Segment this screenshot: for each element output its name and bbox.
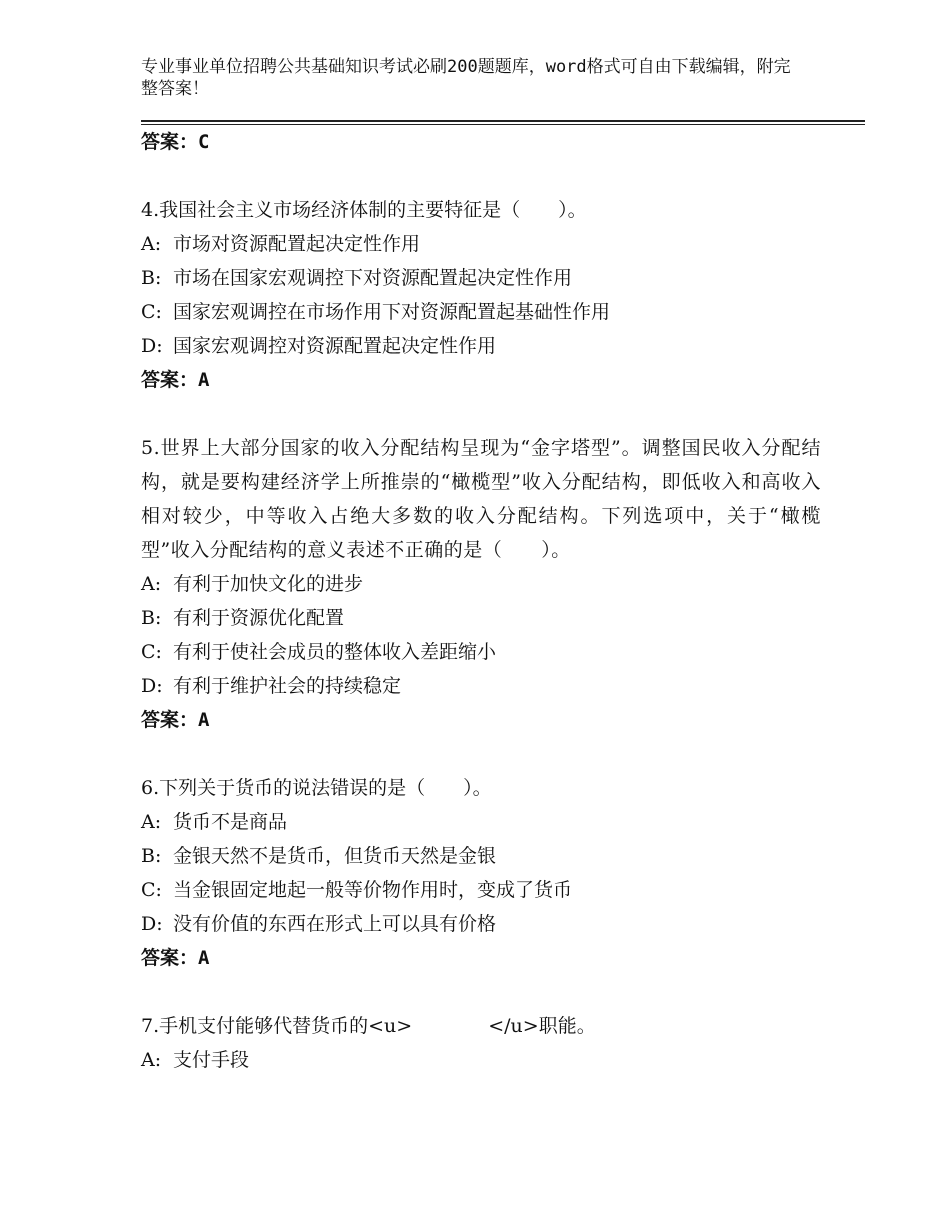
answer-value: A bbox=[198, 369, 210, 391]
answer-line bbox=[141, 941, 821, 975]
option-text: 没有价值的东西在形式上可以具有价格 bbox=[173, 913, 497, 935]
question-4 bbox=[141, 193, 821, 227]
spacer bbox=[141, 975, 821, 1009]
question-number: 5. bbox=[141, 437, 161, 459]
question-6 bbox=[141, 771, 821, 805]
option-text: 货币不是商品 bbox=[173, 811, 288, 833]
question-number: 7. bbox=[141, 1015, 160, 1037]
header-rule bbox=[141, 120, 865, 122]
answer-line bbox=[141, 703, 821, 737]
question-number: 6. bbox=[141, 777, 160, 799]
answer-value: A bbox=[198, 709, 210, 731]
option-a bbox=[141, 1043, 821, 1077]
option-text: 市场对资源配置起决定性作用 bbox=[173, 233, 421, 255]
option-d bbox=[141, 669, 821, 703]
option-d bbox=[141, 907, 821, 941]
answer-label: 答案： bbox=[141, 947, 199, 969]
option-text: 有利于使社会成员的整体收入差距缩小 bbox=[173, 641, 497, 663]
option-a bbox=[141, 567, 821, 601]
answer-value: C bbox=[198, 131, 210, 153]
option-letter: C: bbox=[141, 301, 162, 323]
answer-value: A bbox=[198, 947, 210, 969]
question-text: 下列关于货币的说法错误的是（ ）。 bbox=[159, 777, 492, 799]
option-text: 支付手段 bbox=[173, 1049, 250, 1071]
option-b bbox=[141, 839, 821, 873]
option-c bbox=[141, 873, 821, 907]
question-number: 4. bbox=[141, 199, 160, 221]
question-text: 我国社会主义市场经济体制的主要特征是（ ）。 bbox=[159, 199, 587, 221]
option-letter: C: bbox=[141, 879, 162, 901]
option-c bbox=[141, 635, 821, 669]
spacer bbox=[141, 737, 821, 771]
question-7 bbox=[141, 1009, 821, 1043]
option-b bbox=[141, 601, 821, 635]
option-text: 有利于加快文化的进步 bbox=[173, 573, 364, 595]
answer-label: 答案： bbox=[141, 709, 199, 731]
option-text: 有利于资源优化配置 bbox=[173, 607, 345, 629]
option-letter: B: bbox=[141, 845, 162, 867]
question-5 bbox=[141, 431, 821, 567]
option-letter: B: bbox=[141, 267, 162, 289]
spacer bbox=[141, 397, 821, 431]
answer-line bbox=[141, 125, 821, 159]
option-d bbox=[141, 329, 821, 363]
document-body bbox=[141, 125, 821, 1077]
option-letter: B: bbox=[141, 607, 162, 629]
option-letter: A: bbox=[141, 233, 162, 255]
option-letter: A: bbox=[141, 1049, 162, 1071]
option-b bbox=[141, 261, 821, 295]
option-letter: D: bbox=[141, 335, 163, 357]
option-a bbox=[141, 227, 821, 261]
option-text: 市场在国家宏观调控下对资源配置起决定性作用 bbox=[173, 267, 573, 289]
question-text: 世界上大部分国家的收入分配结构呈现为“金字塔型”。调整国民收入分配结构，就是要构建经济学上所推崇的“橄榄型”收入分配结构，即低收入和高收入相对较少，中等收入占绝大多数的收入分配结构。下列选项中，关于“橄榄型”收入分配结构的意义表述不正确的是（ ）。 bbox=[141, 437, 821, 561]
page-header: 专业事业单位招聘公共基础知识考试必刷200题题库，word格式可自由下载编辑，附完整答案！ bbox=[141, 57, 791, 99]
answer-line bbox=[141, 363, 821, 397]
option-letter: C: bbox=[141, 641, 162, 663]
option-letter: D: bbox=[141, 675, 163, 697]
option-text: 金银天然不是货币，但货币天然是金银 bbox=[173, 845, 497, 867]
option-letter: A: bbox=[141, 811, 162, 833]
option-letter: D: bbox=[141, 913, 163, 935]
option-text: 当金银固定地起一般等价物作用时，变成了货币 bbox=[173, 879, 573, 901]
option-text: 国家宏观调控对资源配置起决定性作用 bbox=[173, 335, 497, 357]
option-c bbox=[141, 295, 821, 329]
answer-label: 答案： bbox=[141, 131, 199, 153]
option-letter: A: bbox=[141, 573, 162, 595]
answer-label: 答案： bbox=[141, 369, 199, 391]
option-a bbox=[141, 805, 821, 839]
spacer bbox=[141, 159, 821, 193]
option-text: 国家宏观调控在市场作用下对资源配置起基础性作用 bbox=[173, 301, 611, 323]
option-text: 有利于维护社会的持续稳定 bbox=[173, 675, 402, 697]
question-text: 手机支付能够代替货币的<u> </u>职能。 bbox=[159, 1015, 596, 1037]
